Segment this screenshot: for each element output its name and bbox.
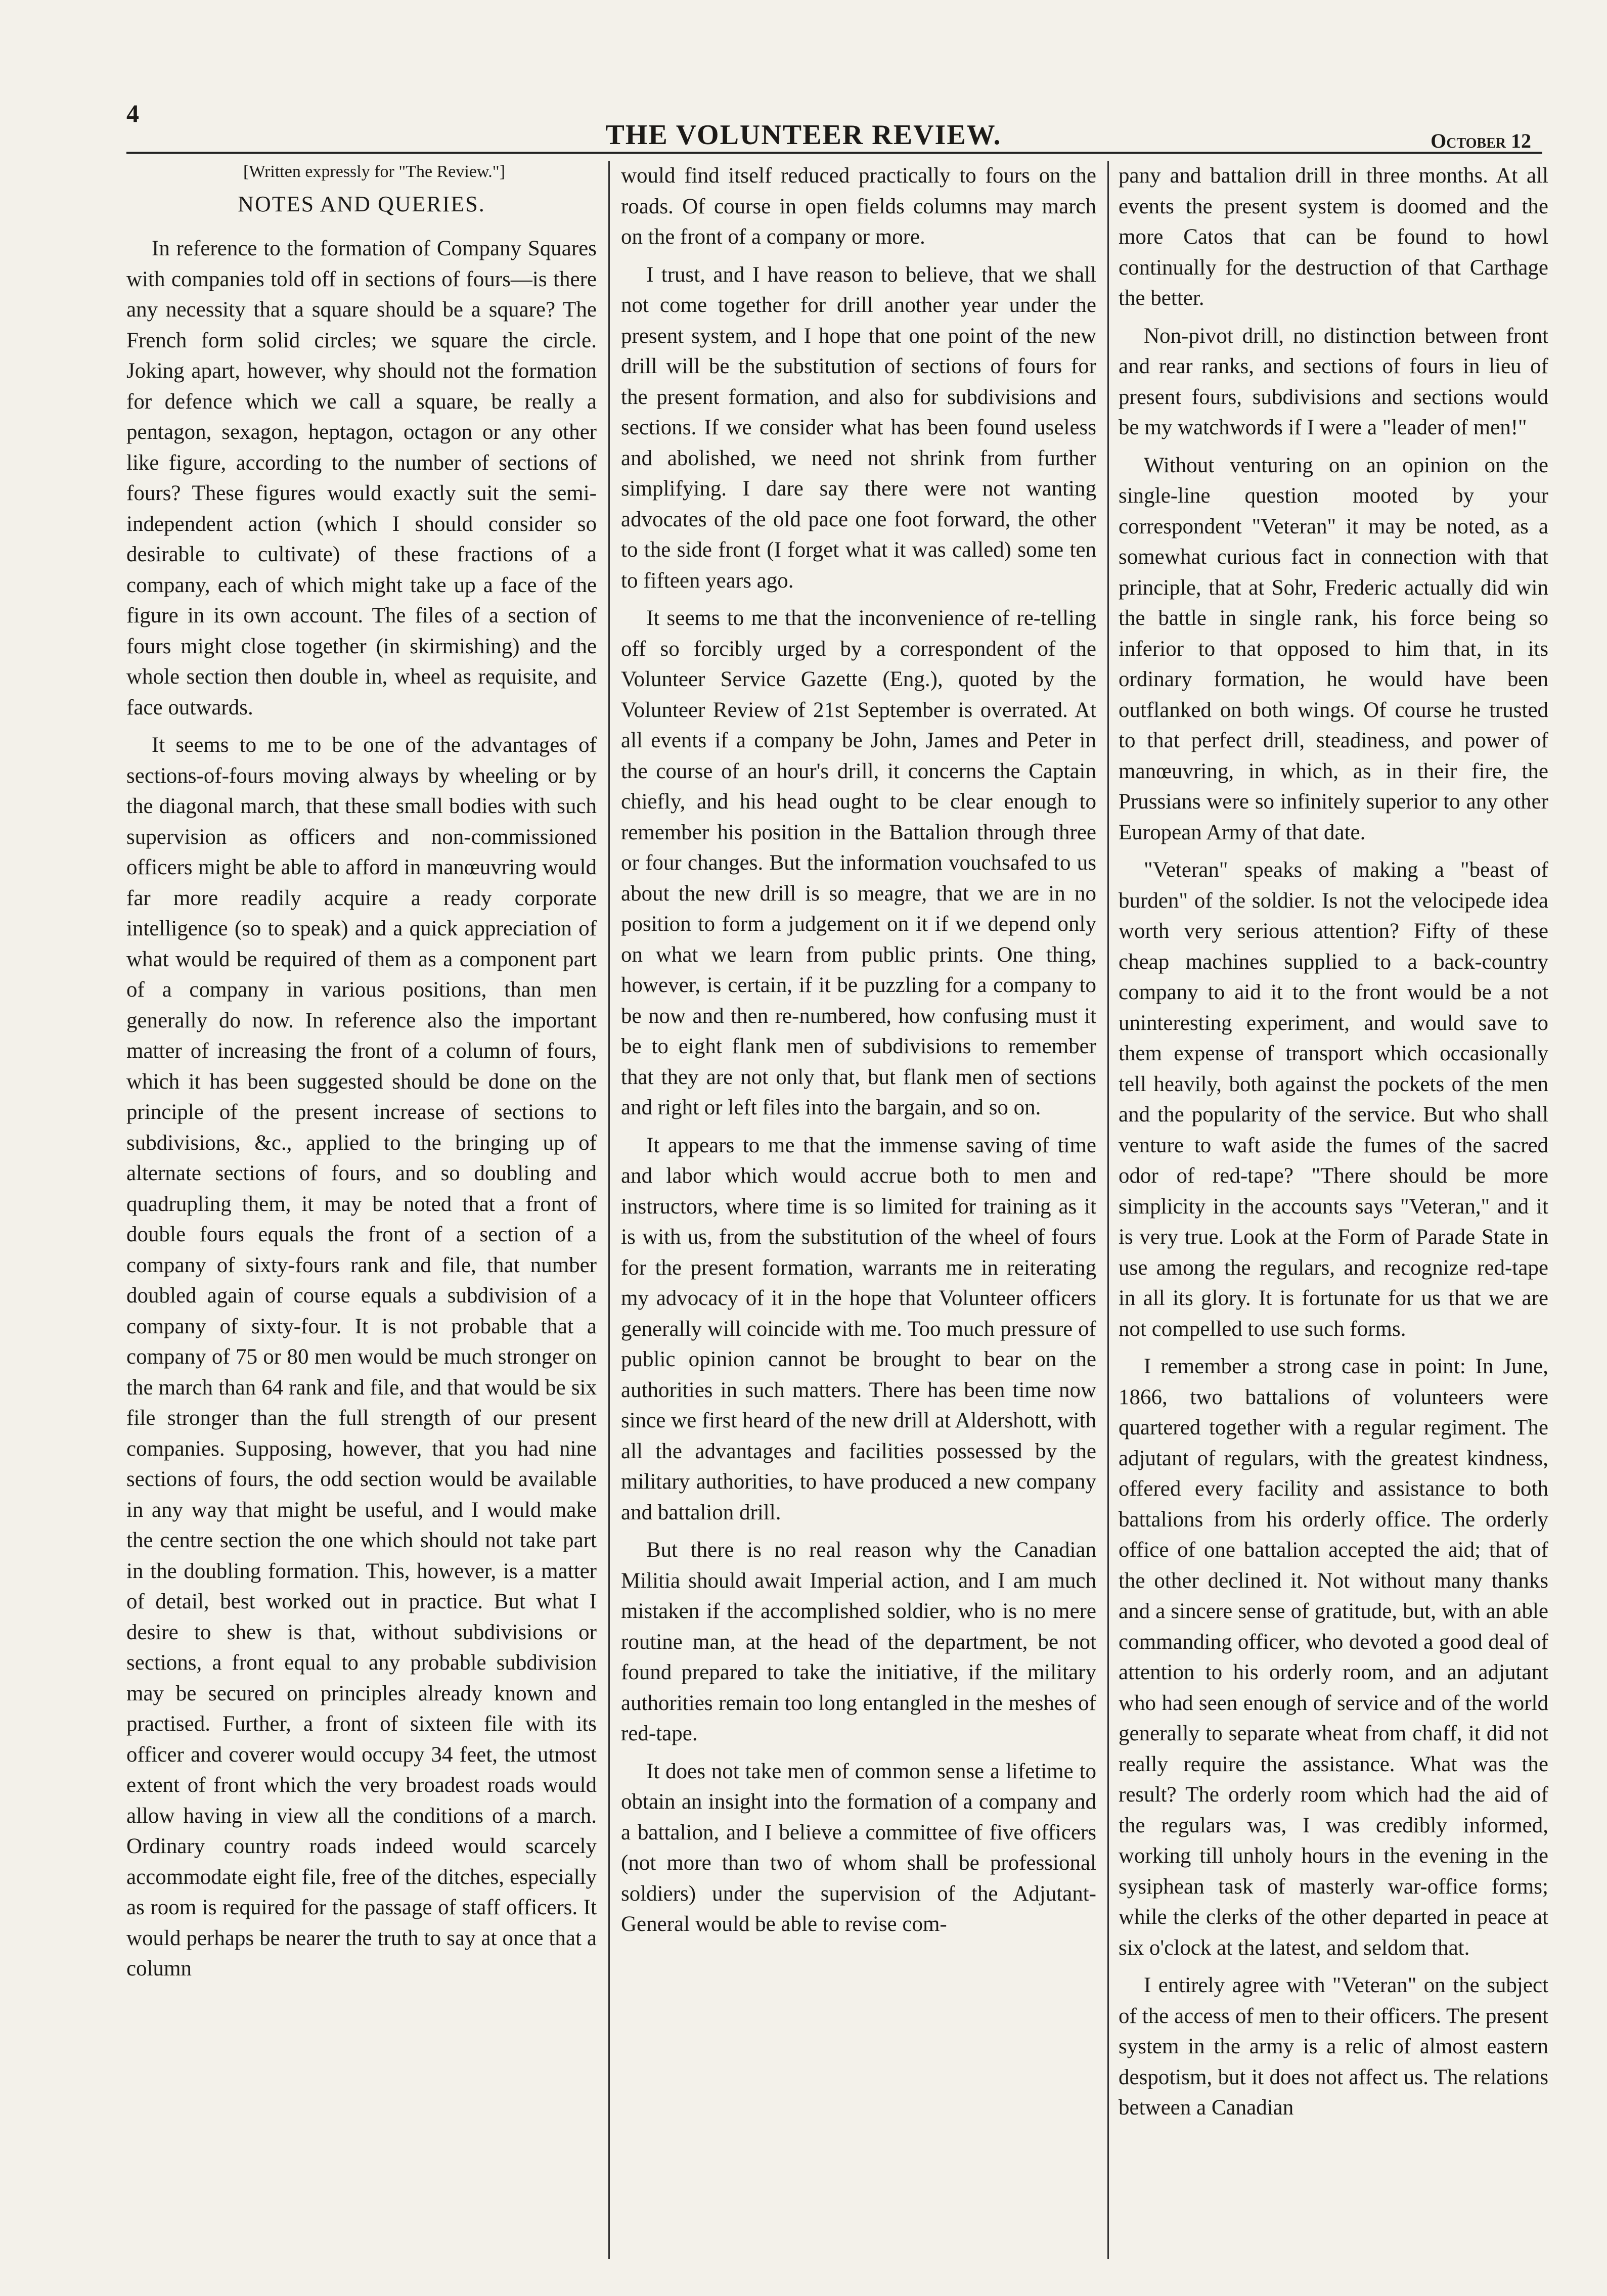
header-rule [126,152,1542,154]
page-number: 4 [126,99,139,127]
paragraph: I trust, and I have reason to believe, that we shall not come together for drill another year under the present system, and I hope that one point of the new drill will be the substitution of sections of fours for the present formation, and also for subdivisions and sections. If we consider what has been found useless and abolished, we need not shrink from further simplifying. I dare say there were not wanting advocates of the old pace one foot forward, the other to the side front (I forget what it was called) some ten to fifteen years ago. [621,262,1096,593]
paragraph: "Veteran" speaks of making a "beast of burden" of the soldier. Is not the velocipede idea worth very serious attention? Fifty of these cheap machines supplied to a back-country company to aid it to the front would be a not uninteresting experiment, and would save to them expense of transport which occasionally tell heavily, both against the pockets of the men and the popularity of the service. But who shall venture to waft aside the fumes of the sacred odor of red-tape? "There should be more simplicity in the accounts says "Veteran," and it is very true. Look at the Form of Parade State in use among the regulars, and recognize red-tape in all its glory. It is fortunate for us that we are not compelled to use such forms. [1119,858,1548,1341]
paragraph: It seems to me that the inconvenience of re-telling off so forcibly urged by a correspondent of the Volunteer Service Gazette (Eng.), quoted by the Volunteer Review of 21st September is overrated. At all events if a company be John, James and Peter in the course of an hour's drill, it concerns the Captain chiefly, and his head ought to be clear enough to remember his position in the Battalion through three or four changes. But the information vouchsafed to us about the new drill is so meagre, that we are in no position to form a judgement on it if we depend only on what we learn from public prints. One thing, however, is certain, if it be puzzling for a company to be now and then re-numbered, how confusing must it be to eight flank men of subdivisions to remember that they are not only that, but flank men of sections and right or left files into the bargain, and so on. [621,606,1096,1119]
column-divider [1107,161,1109,2259]
issue-date: October 12 [1431,129,1531,152]
text-column-3 [1119,161,1548,2279]
text-column-2 [621,161,1096,2279]
paragraph: would find itself reduced practically to fours on the roads. Of course in open fields columns may march on the front of a company or more. [621,164,1096,249]
paragraph: In reference to the formation of Company Squares with companies told off in sections of fours—is there any necessity that a square should be a square? The French form solid circles; we square the circle. Joking apart, however, why should not the formation for defence which we call a square, be really a pentagon, sexagon, heptagon, octagon or any other like figure, according to the number of sections of fours? These figures would exactly suit the semi-independent action (which I should consider so desirable to cultivate) of these fractions of a company, each of which might take up a face of the figure in its own account. The files of a section of fours might close together (in skirmishing) and the whole section then double in, wheel as requisite, and face outwards. [126,237,597,719]
paragraph: pany and battalion drill in three months. At all events the present system is doomed and the more Catos that can be found to howl continually for the destruction of that Carthage the better. [1119,164,1548,310]
article-dateline: [Written expressly for "The Review."] [243,162,505,181]
article-title: NOTES AND QUERIES. [238,192,485,216]
column-divider [608,161,610,2259]
text-column-1 [126,161,597,2279]
paragraph: Non-pivot drill, no distinction between front and rear ranks, and sections of fours in lieu of present fours, subdivisions and sections would be my watchwords if I were a "leader of men!" [1119,324,1548,439]
paragraph: It seems to me to be one of the advantages of sections-of-fours moving always by wheeling or by the diagonal march, that these small bodies with such supervision as officers and non-commissioned officers might be able to afford in manœuvring would far more readily acquire a ready corporate intelligence (so to speak) and a quick appreciation of what would be required of them as a component part of a company in various positions, than men generally do now. In reference also the important matter of increasing the front of a column of fours, which it has been suggested should be done on the principle of the present increase of sections to subdivisions, &c., applied to the bringing up of alternate sections of fours, and so doubling and quadrupling them, it may be noted that a front of double fours equals the front of a section of a company of sixty-fours rank and file, that number doubled again of course equals a subdivision of a company of sixty-four. It is not probable that a company of 75 or 80 men would be much stronger on the march than 64 rank and file, and that would be six file stronger than the full strength of our present companies. Supposing, however, that you had nine sections of fours, the odd section would be available in any way that might be useful, and I would make the centre section the one which should not take part in the doubling formation. This, however, is a matter of detail, best worked out in practice. But what I desire to shew is that, without subdivisions or sections, a front equal to any probable subdivision may be secured on principles already known and practised. Further, a front of sixteen file with its officer and coverer would occupy 34 feet, the utmost extent of front which the very broadest roads would allow having in view all the conditions of a march. Ordinary country roads indeed would scarcely accommodate eight file, free of the ditches, especially as room is required for the passage of staff officers. It would perhaps be nearer the truth to say at once that a column [126,733,597,1980]
running-title: THE VOLUNTEER REVIEW. [605,119,1002,151]
paragraph: But there is no real reason why the Canadian Militia should await Imperial action, and I am much mistaken if the accomplished soldier, who is no mere routine man, at the head of the department, be not found prepared to take the initiative, if the military authorities remain too long entangled in the meshes of red-tape. [621,1538,1096,1745]
paragraph: I entirely agree with "Veteran" on the subject of the access of men to their officers. The present system in the army is a relic of almost eastern despotism, but it does not affect us. The relations between a Canadian [1119,1973,1548,2120]
paragraph: Without venturing on an opinion on the single-line question mooted by your correspondent "Veteran" it may be noted, as a somewhat curious fact in connection with that principle, that at Sohr, Frederic actually did win the battle in single rank, his force being so inferior to that opposed to him that, in its ordinary formation, he would have been outflanked on both wings. Of course he trusted to that perfect drill, steadiness, and power of manœuvring, in which, as in their fire, the Prussians were so infinitely superior to any other European Army of that date. [1119,453,1548,844]
paragraph: I remember a strong case in point: In June, 1866, two battalions of volunteers were quartered together with a regular regiment. The adjutant of regulars, with the greatest kindness, offered every facility and assistance to both battalions from his orderly office. The orderly office of one battalion accepted the aid; that of the other declined it. Not without many thanks and a sincere sense of gratitude, but, with an able commanding officer, who devoted a good deal of attention to his orderly room, and an adjutant who had seen enough of service and of the world generally to separate wheat from chaff, it did not really require the assistance. What was the result? The orderly room which had the aid of the regulars was, I was credibly informed, working till unholy hours in the evening in the sysiphean task of masterly war-office forms; while the clerks of the other departed in peace at six o'clock at the latest, and seldom that. [1119,1355,1548,1960]
paragraph: It appears to me that the immense saving of time and labor which would accrue both to men and instructors, where time is so limited for training as it is with us, from the substitution of the wheel of fours for the present formation, warrants me in reiterating my advocacy of it in the hope that Volunteer officers generally will coincide with me. Too much pressure of public opinion cannot be brought to bear on the authorities in such matters. There has been time now since we first heard of the new drill at Aldershott, with all the advantages and facilities possessed by the military authorities, to have produced a new company and battalion drill. [621,1133,1096,1524]
paragraph: It does not take men of common sense a lifetime to obtain an insight into the formation of a company and a battalion, and I believe a committee of five officers (not more than two of whom shall be professional soldiers) under the supervision of the Adjutant-General would be able to revise com- [621,1759,1096,1936]
